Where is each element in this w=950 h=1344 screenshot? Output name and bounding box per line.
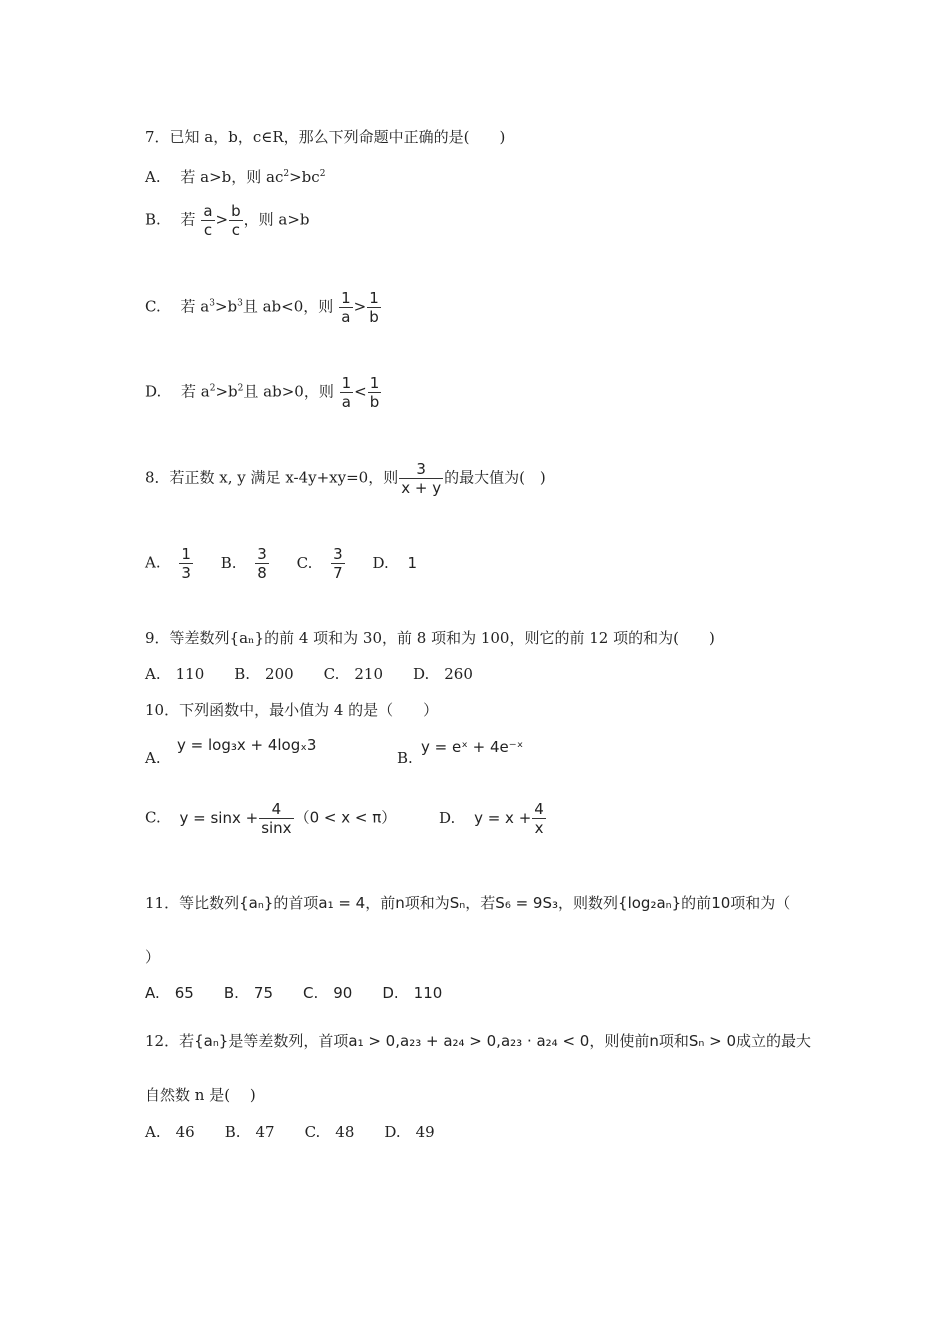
- q7-option-b: [145, 202, 310, 239]
- q7-a-mid: >bc: [289, 168, 320, 186]
- q8-stem: [145, 460, 546, 497]
- q8-stem-suffix: 的最大值为( ): [444, 468, 546, 487]
- q10-d-label: D.: [439, 808, 456, 827]
- q10-c-prefix: y = sinx +: [179, 808, 259, 827]
- q9-stem: 9．等差数列{aₙ}的前 4 项和为 30，前 8 项和为 100，则它的前 12 项的和为( ): [145, 629, 715, 647]
- q11-condition: S₆ = 9S₃: [495, 894, 559, 912]
- q7-stem: 7．已知 a，b，c∈R，那么下列命题中正确的是( ): [145, 128, 506, 146]
- q8-b-label: B.: [220, 553, 237, 572]
- q9-options: A. 110 B. 200 C. 210 D. 260: [145, 665, 473, 683]
- q7-c-text: C. 若 a: [145, 297, 210, 316]
- q7-a-text: A. 若 a>b，则 ac: [145, 168, 284, 186]
- q7-d-text: D. 若 a: [145, 382, 210, 401]
- q7-b-suffix: ，则 a>b: [243, 210, 310, 229]
- q10-c-label: C.: [145, 808, 161, 827]
- q7-a-sup1: 2: [283, 169, 290, 179]
- q12-condition: a₁ > 0,a₂₃ + a₂₄ > 0,a₂₃ · a₂₄ < 0: [348, 1032, 590, 1050]
- q8-fraction: $\frac{3}{x + y}$: [401, 460, 442, 497]
- q10-b-label: B.: [397, 749, 413, 767]
- q8-a-fraction: $\frac{1}{3}$: [181, 545, 191, 582]
- q12-options: A. 46 B. 47 C. 48 D. 49: [145, 1123, 435, 1141]
- q7-d-fraction-1: $\frac{1}{a}$: [341, 374, 352, 411]
- q8-a-label: A.: [145, 553, 161, 572]
- q10-a-label: A.: [145, 749, 161, 767]
- q8-b-fraction: $\frac{3}{8}$: [257, 545, 267, 582]
- q7-b-gt: >: [215, 210, 229, 229]
- q7-c-gt: >: [353, 297, 367, 316]
- q11-stem-close: ）: [145, 948, 161, 966]
- q7-b-fraction-1: $\frac{a}{c}$: [203, 202, 213, 239]
- q7-b-fraction-2: $\frac{b}{c}$: [231, 202, 241, 239]
- q7-d-fraction-2: $\frac{1}{b}$: [369, 374, 380, 411]
- q10-c-fraction: $\frac{4}{\sin x}$: [261, 800, 292, 837]
- q8-c-label: C.: [296, 553, 313, 572]
- q12-stem: 12．若{aₙ}是等差数列，首项a₁ > 0,a₂₃ + a₂₄ > 0,a₂₃ · a₂₄ < 0，则使前n项和Sₙ > 0成立的最大: [145, 1032, 812, 1050]
- q10-d-prefix: y = x +: [474, 808, 532, 827]
- q7-option-c: C. 若 $a^3>b^3$且 ab<0，则 $\frac{1}{a}$ > $\frac{1}{b}$: [145, 289, 379, 326]
- q8-d-label: D.: [372, 553, 389, 572]
- q8-options: [145, 545, 417, 582]
- q7-option-a: [145, 164, 325, 187]
- q11-seq: {aₙ}: [239, 894, 274, 912]
- q8-d-value: 1: [407, 553, 418, 572]
- q7-c-fraction-2: $\frac{1}{b}$: [369, 289, 379, 326]
- q10-stem: 10．下列函数中，最小值为 4 的是（ ）: [145, 701, 439, 719]
- q7-c-fraction-1: $\frac{1}{a}$: [341, 289, 351, 326]
- q11-log-seq: {log₂aₙ}: [618, 894, 682, 912]
- q10-c-condition: （0 < x < π）: [294, 808, 397, 827]
- q8-stem-text: 8．若正数 x, y 满足 x-4y+xy=0，则: [145, 468, 399, 487]
- q10-option-c: [145, 800, 547, 837]
- q10-a-expr: y = log₃x + 4logₓ3: [177, 736, 317, 754]
- q10-b-expr: y = eˣ + 4e⁻ˣ: [421, 738, 524, 756]
- q7-option-d: D. 若 $a^2>b^2$且 ab>0，则 $\frac{1}{a}$ < $\frac{1}{b}$: [145, 374, 380, 411]
- q7-a-sup2: 2: [319, 169, 326, 179]
- q12-sn: Sₙ > 0: [688, 1032, 737, 1050]
- q11-stem: 11．等比数列{aₙ}的首项a₁ = 4，前n项和为Sₙ，若S₆ = 9S₃，则数列{log₂aₙ}的前10项和为（: [145, 894, 791, 912]
- q7-d-lt: <: [354, 382, 367, 401]
- q10-d-fraction: $\frac{4}{x}$: [534, 800, 544, 837]
- q11-options: A. 65 B. 75 C. 90 D. 110: [145, 984, 443, 1002]
- q7-b-text: B. 若: [145, 210, 196, 229]
- q12-stem-line2: 自然数 n 是( ): [145, 1086, 256, 1104]
- q8-c-fraction: $\frac{3}{7}$: [333, 545, 343, 582]
- q11-first-term: a₁ = 4: [318, 894, 366, 912]
- q12-seq: {aₙ}: [194, 1032, 229, 1050]
